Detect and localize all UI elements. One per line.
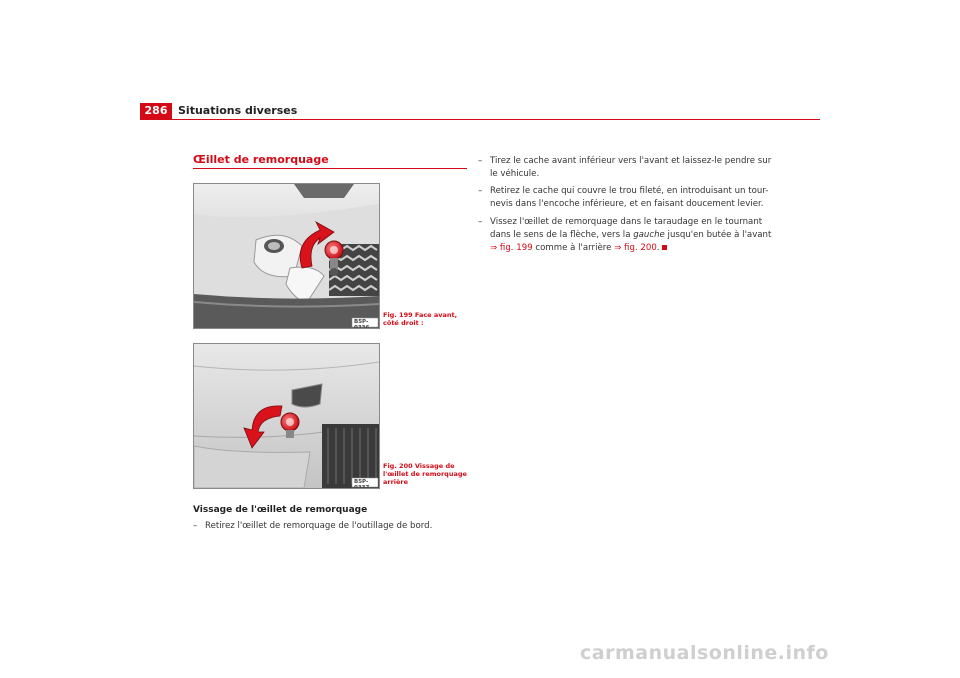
figure-199-front-bumper (193, 183, 380, 329)
section-rule (193, 168, 467, 169)
step-text: Retirez l'œillet de remorquage de l'outillage de bord. (205, 521, 433, 531)
figure-200-link[interactable]: ⇒ fig. 200 (614, 243, 657, 253)
step-text-part: comme à l'arrière (532, 243, 615, 253)
section-title: Œillet de remorquage (193, 153, 329, 166)
step-dash: – (478, 217, 483, 227)
page-number: 286 (140, 103, 172, 119)
figure-200-rear-bumper (193, 343, 380, 489)
figure-code: B5P-0337 (354, 479, 370, 489)
step-text-part: . (656, 243, 660, 253)
step-text-part: Vissez l'œillet de remorquage dans le taraudage en le tournant dans le sens de la flèche, vers la (490, 217, 763, 240)
chapter-title: Situations diverses (178, 104, 298, 117)
step-text (478, 216, 773, 255)
step-text-part: jusqu'en butée à l'avant (664, 230, 772, 240)
step-text: Retirez le cache qui couvre le trou fileté, en introduisant un tour-nevis dans l'encoche inférieure, et en faisant doucement levier. (490, 186, 769, 209)
instruction-step-4 (478, 216, 773, 255)
figure-code: B5P-0336 (354, 319, 370, 329)
step-dash: – (193, 521, 198, 531)
header-rule (140, 119, 820, 120)
watermark: carmanualsonline.info (580, 642, 829, 664)
end-of-section-icon (662, 245, 667, 250)
step-text: Tirez le cache avant inférieur vers l'avant et laissez-le pendre sur le véhicule. (490, 156, 772, 179)
figure-199-caption: Fig. 199 Face avant, côté droit : (383, 311, 458, 327)
step-dash: – (478, 156, 483, 166)
instruction-step-1 (193, 520, 473, 533)
instruction-step-2 (478, 155, 773, 181)
instruction-step-3 (478, 185, 773, 211)
direction-word: gauche (633, 230, 665, 240)
instructions-heading: Vissage de l'œillet de remorquage (193, 505, 368, 515)
step-dash: – (478, 186, 483, 196)
figure-200-caption: Fig. 200 Vissage de l'œillet de remorquage arrière (383, 462, 467, 486)
figure-199-link[interactable]: ⇒ fig. 199 (490, 243, 533, 253)
